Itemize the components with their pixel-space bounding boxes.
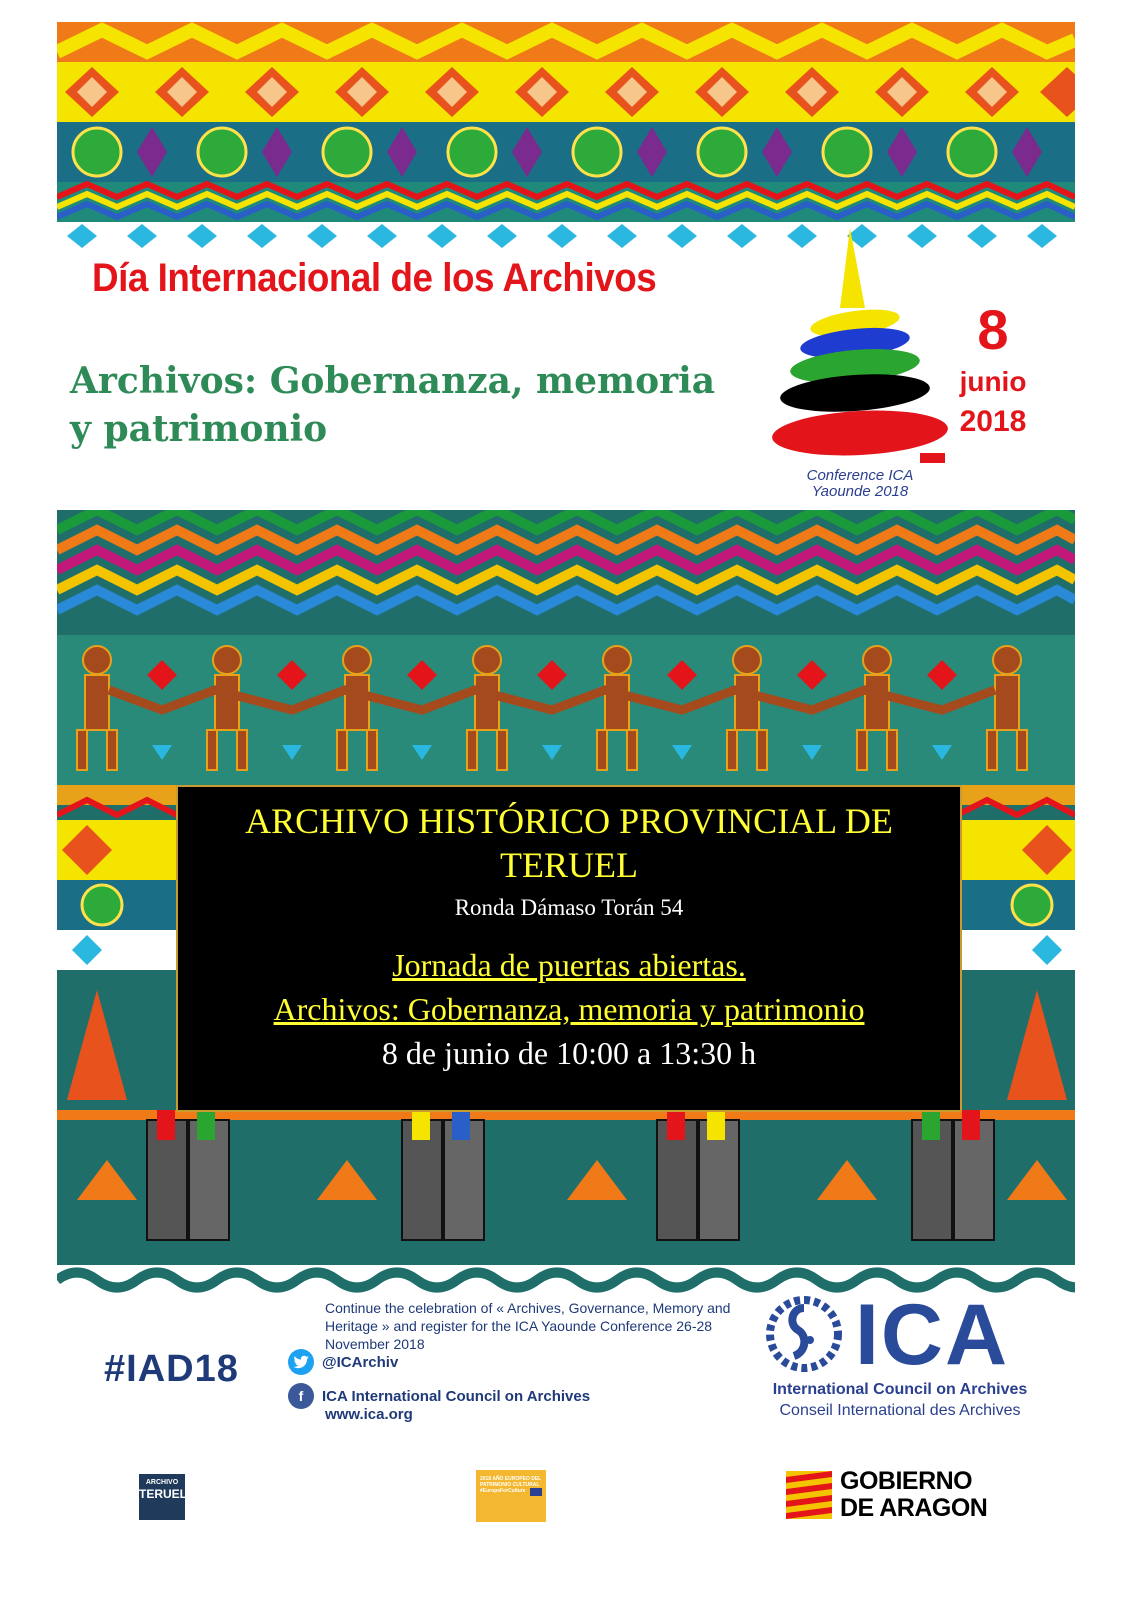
event-name-line-2[interactable]: Archivos: Gobernanza, memoria y patrimonio	[273, 991, 865, 1027]
patrimonio-logo-text: 2018 AÑO EUROPEO DEL PATRIMONIO CULTURAL #EuropeForCulture	[480, 1476, 542, 1494]
gobierno-aragon-logo	[786, 1468, 987, 1522]
archivo-teruel-logo	[139, 1474, 185, 1520]
archivo-logo-line-1: ARCHIVO	[145, 1479, 179, 1486]
subtitle-line-1: Archivos: Gobernanza, memoria	[70, 360, 716, 402]
date-year: 2018	[959, 405, 1027, 438]
conference-logo-line-1: Conference ICA	[806, 467, 914, 484]
conference-logo-text	[770, 468, 950, 500]
venue-address: Ronda Dámaso Torán 54	[454, 895, 684, 920]
venue-name: ARCHIVO HISTÓRICO PROVINCIAL DE TERUEL	[245, 801, 893, 885]
ica-name-french: Conseil International des Archives	[779, 1402, 1021, 1419]
facebook-f-icon: f	[288, 1383, 314, 1409]
twitter-row[interactable]	[288, 1349, 728, 1375]
event-schedule: 8 de junio de 10:00 a 13:30 h	[381, 1035, 757, 1071]
patrimonio-cultural-logo	[476, 1470, 546, 1522]
date-day: 8	[977, 298, 1009, 361]
ica-name-english: International Council on Archives	[772, 1381, 1028, 1398]
date-block	[950, 298, 1036, 442]
gobierno-aragon-text	[840, 1468, 987, 1522]
hashtag: #IAD18	[104, 1348, 239, 1390]
gobierno-line-1: GOBIERNO	[840, 1467, 973, 1495]
subtitle-line-2: y patrimonio	[70, 408, 328, 450]
event-name-line-1[interactable]: Jornada de puertas abiertas.	[392, 947, 746, 983]
archivo-logo-line-2: TERUEL	[139, 1487, 187, 1501]
eu-flag-icon	[530, 1488, 542, 1496]
ica-emblem-icon	[764, 1296, 848, 1372]
conference-spiral-logo	[770, 228, 950, 498]
date-month: junio	[959, 366, 1027, 397]
aragon-flag-icon	[786, 1471, 832, 1519]
twitter-handle[interactable]: @ICArchiv	[322, 1353, 399, 1371]
website-link[interactable]: www.ica.org	[325, 1406, 413, 1423]
event-info-box	[176, 785, 962, 1112]
top-pattern-band	[57, 22, 1075, 250]
page-title: Día Internacional de los Archivos	[92, 256, 657, 300]
gobierno-line-2: DE ARAGON	[840, 1494, 988, 1522]
subtitle	[70, 357, 750, 453]
conference-logo-line-2: Yaounde 2018	[811, 483, 909, 500]
twitter-bird-icon	[288, 1349, 314, 1375]
ica-wordmark: ICA	[855, 1287, 1010, 1383]
continue-text: Continue the celebration of « Archives, Governance, Memory and Heritage » and register for the ICA Yaounde Conference 26-28 November 2018	[325, 1300, 731, 1352]
facebook-page[interactable]: ICA International Council on Archives	[322, 1387, 591, 1405]
